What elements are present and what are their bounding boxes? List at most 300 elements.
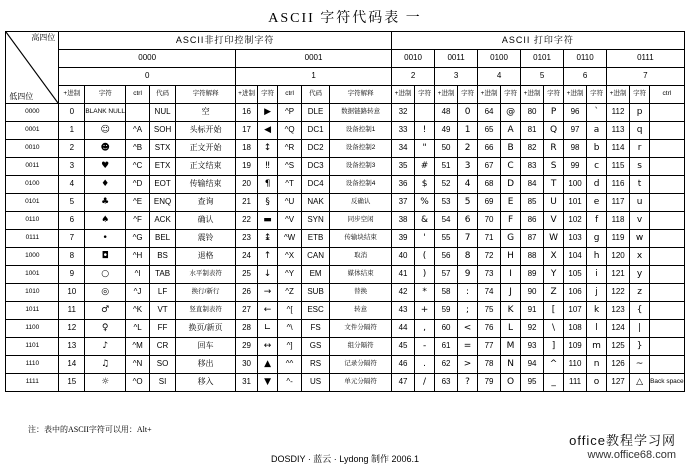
cell-code: BS — [150, 248, 176, 266]
cell-char: # — [415, 158, 435, 176]
table-row — [6, 122, 684, 140]
cell-expl: 回车 — [176, 338, 236, 356]
cell-dec: 16 — [236, 104, 258, 122]
page-title: ASCII 字符代码表 一 — [268, 11, 422, 26]
cell-dec: 95 — [521, 374, 544, 392]
cell-code: FF — [150, 320, 176, 338]
cell-dec: 23 — [236, 230, 258, 248]
cell-dec: 105 — [564, 266, 587, 284]
cell-char: q — [630, 122, 650, 140]
row-bin: 0100 — [6, 176, 59, 194]
cell-char: [ — [544, 302, 564, 320]
cell-char: d — [587, 176, 607, 194]
cell-char: 5 — [458, 194, 478, 212]
bin-header-4: 0100 — [478, 50, 521, 68]
row-bin: 0110 — [6, 212, 59, 230]
cell-ctrl: ^- — [278, 374, 302, 392]
cell-char: ↨ — [258, 230, 278, 248]
cell-char: . — [415, 356, 435, 374]
cell-ctrl: ^[ — [278, 302, 302, 320]
cell-char: V — [544, 212, 564, 230]
cell-ctrl — [650, 248, 685, 266]
table-hex-header-row — [6, 68, 684, 86]
cell-char: $ — [415, 176, 435, 194]
hex-header-0: 0 — [59, 68, 236, 86]
cell-dec: 118 — [607, 212, 630, 230]
cell-ctrl: ^\ — [278, 320, 302, 338]
table-row — [6, 320, 684, 338]
cell-dec: 80 — [521, 104, 544, 122]
col-header-chr-5: 字符 — [544, 86, 564, 104]
cell-dec: 76 — [478, 320, 501, 338]
col-header-dec-6: +进制 — [564, 86, 587, 104]
col-header-chr-2: 字符 — [415, 86, 435, 104]
cell-expl: 记录分隔符 — [330, 356, 392, 374]
cell-ctrl — [650, 266, 685, 284]
cell-char: ▼ — [258, 374, 278, 392]
cell-char: △ — [630, 374, 650, 392]
cell-dec: 2 — [59, 140, 85, 158]
cell-dec: 59 — [435, 302, 458, 320]
cell-expl: 文件分隔符 — [330, 320, 392, 338]
cell-char: 7 — [458, 230, 478, 248]
cell-char: & — [415, 212, 435, 230]
cell-char: \ — [544, 320, 564, 338]
cell-char: = — [458, 338, 478, 356]
cell-code: LF — [150, 284, 176, 302]
cell-dec: 72 — [478, 248, 501, 266]
cell-ctrl: ^A — [126, 122, 150, 140]
cell-char: BLANK NULL — [85, 104, 126, 122]
cell-char: | — [630, 320, 650, 338]
cell-char: ♪ — [85, 338, 126, 356]
cell-char: ♀ — [85, 320, 126, 338]
cell-ctrl — [650, 302, 685, 320]
cell-char: ] — [544, 338, 564, 356]
cell-expl: 设备控制2 — [330, 140, 392, 158]
cell-ctrl: ^E — [126, 194, 150, 212]
table-row — [6, 302, 684, 320]
cell-char: L — [501, 320, 521, 338]
cell-dec: 93 — [521, 338, 544, 356]
cell-char: < — [458, 320, 478, 338]
cell-char: b — [587, 140, 607, 158]
cell-expl: 替换 — [330, 284, 392, 302]
cell-char: j — [587, 284, 607, 302]
cell-dec: 63 — [435, 374, 458, 392]
col-header-dec-5: +进制 — [521, 86, 544, 104]
table-row — [6, 374, 684, 392]
cell-expl: 确认 — [176, 212, 236, 230]
cell-char: - — [415, 338, 435, 356]
cell-char: p — [630, 104, 650, 122]
cell-dec: 101 — [564, 194, 587, 212]
cell-char: ↑ — [258, 248, 278, 266]
cell-char: 8 — [458, 248, 478, 266]
cell-char: % — [415, 194, 435, 212]
cell-char: g — [587, 230, 607, 248]
cell-dec: 107 — [564, 302, 587, 320]
cell-dec: 4 — [59, 176, 85, 194]
cell-expl: 水平制表符 — [176, 266, 236, 284]
cell-dec: 52 — [435, 176, 458, 194]
cell-dec: 35 — [392, 158, 415, 176]
cell-dec: 126 — [607, 356, 630, 374]
cell-code: DC2 — [302, 140, 330, 158]
cell-ctrl — [126, 104, 150, 122]
hex-header-6: 6 — [564, 68, 607, 86]
cell-char: a — [587, 122, 607, 140]
cell-char: ♣ — [85, 194, 126, 212]
cell-expl: 移入 — [176, 374, 236, 392]
cell-expl: 移出 — [176, 356, 236, 374]
cell-ctrl — [650, 122, 685, 140]
cell-expl: 正文开始 — [176, 140, 236, 158]
hex-header-7: 7 — [607, 68, 685, 86]
cell-char: F — [501, 212, 521, 230]
cell-char: ☼ — [85, 374, 126, 392]
bin-header-6: 0110 — [564, 50, 607, 68]
cell-code: GS — [302, 338, 330, 356]
cell-ctrl: ^C — [126, 158, 150, 176]
cell-dec: 31 — [236, 374, 258, 392]
cell-dec: 50 — [435, 140, 458, 158]
cell-dec: 83 — [521, 158, 544, 176]
cell-code: EOT — [150, 176, 176, 194]
cell-char: c — [587, 158, 607, 176]
cell-code: FS — [302, 320, 330, 338]
cell-dec: 88 — [521, 248, 544, 266]
cell-dec: 41 — [392, 266, 415, 284]
cell-dec: 117 — [607, 194, 630, 212]
cell-dec: 57 — [435, 266, 458, 284]
cell-dec: 66 — [478, 140, 501, 158]
hex-header-1: 1 — [236, 68, 392, 86]
cell-char: → — [258, 284, 278, 302]
cell-dec: 64 — [478, 104, 501, 122]
cell-char: W — [544, 230, 564, 248]
cell-char: / — [415, 374, 435, 392]
cell-dec: 77 — [478, 338, 501, 356]
table-row — [6, 248, 684, 266]
cell-expl: 数据链路转意 — [330, 104, 392, 122]
cell-char: { — [630, 302, 650, 320]
cell-ctrl: ^W — [278, 230, 302, 248]
col-header-chr-1: 字符 — [258, 86, 278, 104]
cell-dec: 12 — [59, 320, 85, 338]
cell-char: ↕ — [258, 140, 278, 158]
row-bin: 1110 — [6, 356, 59, 374]
cell-expl: 同步空闲 — [330, 212, 392, 230]
footnote-text: 注：表中的ASCII字符可以用：Alt+ — [28, 425, 152, 434]
table-row — [6, 266, 684, 284]
cell-char: ! — [415, 122, 435, 140]
row-bin: 0101 — [6, 194, 59, 212]
cell-dec: 127 — [607, 374, 630, 392]
cell-char: • — [85, 230, 126, 248]
cell-dec: 104 — [564, 248, 587, 266]
cell-dec: 37 — [392, 194, 415, 212]
cell-dec: 106 — [564, 284, 587, 302]
cell-dec: 27 — [236, 302, 258, 320]
cell-dec: 18 — [236, 140, 258, 158]
cell-dec: 120 — [607, 248, 630, 266]
cell-code: DC3 — [302, 158, 330, 176]
cell-dec: 38 — [392, 212, 415, 230]
cell-char: Y — [544, 266, 564, 284]
cell-char: D — [501, 176, 521, 194]
cell-dec: 33 — [392, 122, 415, 140]
cell-dec: 79 — [478, 374, 501, 392]
col-header-dec-3: +进制 — [435, 86, 458, 104]
cell-ctrl: ^Q — [278, 122, 302, 140]
cell-char: ▶ — [258, 104, 278, 122]
brand-url[interactable]: www.office68.com — [587, 449, 676, 461]
cell-dec: 100 — [564, 176, 587, 194]
cell-char: ¶ — [258, 176, 278, 194]
cell-dec: 87 — [521, 230, 544, 248]
corner-low-label: 低四位 — [9, 91, 34, 101]
cell-char: _ — [544, 374, 564, 392]
cell-expl: 竖直制表符 — [176, 302, 236, 320]
cell-dec: 55 — [435, 230, 458, 248]
cell-char: e — [587, 194, 607, 212]
cell-char: ◎ — [85, 284, 126, 302]
cell-char: ? — [458, 374, 478, 392]
cell-char: ▲ — [258, 356, 278, 374]
cell-char: T — [544, 176, 564, 194]
cell-char: ' — [415, 230, 435, 248]
cell-dec: 112 — [607, 104, 630, 122]
cell-dec: 86 — [521, 212, 544, 230]
cell-code: ESC — [302, 302, 330, 320]
cell-ctrl: ^U — [278, 194, 302, 212]
cell-char: ◀ — [258, 122, 278, 140]
cell-expl: 反确认 — [330, 194, 392, 212]
cell-dec: 85 — [521, 194, 544, 212]
row-bin: 0011 — [6, 158, 59, 176]
cell-expl: 正文结束 — [176, 158, 236, 176]
cell-ctrl: ^K — [126, 302, 150, 320]
cell-dec: 47 — [392, 374, 415, 392]
cell-code: CAN — [302, 248, 330, 266]
cell-dec: 67 — [478, 158, 501, 176]
cell-ctrl: ^P — [278, 104, 302, 122]
cell-code: SO — [150, 356, 176, 374]
cell-dec: 69 — [478, 194, 501, 212]
col-header-ctrl-1: ctrl — [278, 86, 302, 104]
cell-char: ← — [258, 302, 278, 320]
table-row — [6, 356, 684, 374]
cell-ctrl — [650, 284, 685, 302]
cell-code: NAK — [302, 194, 330, 212]
table-row — [6, 338, 684, 356]
cell-ctrl: ^M — [126, 338, 150, 356]
cell-char: s — [630, 158, 650, 176]
cell-dec: 46 — [392, 356, 415, 374]
cell-dec: 113 — [607, 122, 630, 140]
cell-dec: 8 — [59, 248, 85, 266]
cell-char: > — [458, 356, 478, 374]
hex-header-2: 2 — [392, 68, 435, 86]
cell-ctrl: ^J — [126, 284, 150, 302]
cell-ctrl: ^N — [126, 356, 150, 374]
group-title-control: ASCII非打印控制字符 — [59, 32, 392, 50]
cell-char: w — [630, 230, 650, 248]
cell-expl: 设备控制4 — [330, 176, 392, 194]
cell-char: E — [501, 194, 521, 212]
corner-header — [6, 32, 59, 104]
cell-ctrl: ^V — [278, 212, 302, 230]
credit-line: DOSDIY · 蓝云 · Lydong 制作 2006.1 — [270, 454, 420, 464]
cell-char: J — [501, 284, 521, 302]
table-row — [6, 284, 684, 302]
col-header-chr-0: 字符 — [85, 86, 126, 104]
cell-char: } — [630, 338, 650, 356]
cell-dec: 0 — [59, 104, 85, 122]
cell-char: ↔ — [258, 338, 278, 356]
hex-header-5: 5 — [521, 68, 564, 86]
cell-char: 0 — [458, 104, 478, 122]
cell-char: ♥ — [85, 158, 126, 176]
cell-char — [415, 104, 435, 122]
cell-char: , — [415, 320, 435, 338]
cell-dec: 116 — [607, 176, 630, 194]
cell-expl: 设备控制1 — [330, 122, 392, 140]
cell-expl: 震铃 — [176, 230, 236, 248]
cell-dec: 68 — [478, 176, 501, 194]
table-group-header-row — [6, 32, 684, 50]
cell-ctrl: Back space — [650, 374, 685, 392]
cell-dec: 92 — [521, 320, 544, 338]
table-row — [6, 140, 684, 158]
cell-ctrl — [650, 158, 685, 176]
cell-dec: 26 — [236, 284, 258, 302]
cell-dec: 122 — [607, 284, 630, 302]
col-header-dec-1: +进制 — [236, 86, 258, 104]
cell-dec: 124 — [607, 320, 630, 338]
cell-code: ETB — [302, 230, 330, 248]
cell-dec: 75 — [478, 302, 501, 320]
cell-char: * — [415, 284, 435, 302]
cell-code: EM — [302, 266, 330, 284]
cell-char: n — [587, 356, 607, 374]
col-header-chr-7: 字符 — [630, 86, 650, 104]
cell-ctrl: ^X — [278, 248, 302, 266]
cell-dec: 73 — [478, 266, 501, 284]
table-column-header-row — [6, 86, 684, 104]
cell-dec: 108 — [564, 320, 587, 338]
cell-char: S — [544, 158, 564, 176]
cell-dec: 43 — [392, 302, 415, 320]
cell-dec: 13 — [59, 338, 85, 356]
cell-ctrl — [650, 104, 685, 122]
cell-char: r — [630, 140, 650, 158]
cell-dec: 102 — [564, 212, 587, 230]
cell-code: US — [302, 374, 330, 392]
cell-ctrl: ^F — [126, 212, 150, 230]
cell-char: ( — [415, 248, 435, 266]
cell-ctrl — [650, 338, 685, 356]
cell-char: z — [630, 284, 650, 302]
cell-ctrl: ^S — [278, 158, 302, 176]
brand-name: office教程学习网 — [569, 433, 676, 448]
cell-char: M — [501, 338, 521, 356]
bin-header-7: 0111 — [607, 50, 685, 68]
row-bin: 1111 — [6, 374, 59, 392]
cell-expl: 查询 — [176, 194, 236, 212]
cell-dec: 96 — [564, 104, 587, 122]
cell-dec: 21 — [236, 194, 258, 212]
row-bin: 0001 — [6, 122, 59, 140]
cell-char: ~ — [630, 356, 650, 374]
cell-ctrl: ^O — [126, 374, 150, 392]
cell-char: ‼ — [258, 158, 278, 176]
cell-char: 3 — [458, 158, 478, 176]
row-bin: 1000 — [6, 248, 59, 266]
cell-char: R — [544, 140, 564, 158]
cell-code: CR — [150, 338, 176, 356]
cell-ctrl: ^L — [126, 320, 150, 338]
cell-code: SYN — [302, 212, 330, 230]
cell-char: ◘ — [85, 248, 126, 266]
cell-char: H — [501, 248, 521, 266]
cell-dec: 94 — [521, 356, 544, 374]
cell-ctrl — [650, 212, 685, 230]
cell-expl: 换行/新行 — [176, 284, 236, 302]
corner-high-label: 高四位 — [31, 33, 56, 42]
cell-char: G — [501, 230, 521, 248]
cell-char: l — [587, 320, 607, 338]
cell-code: SUB — [302, 284, 330, 302]
col-header-ctrl-0: ctrl — [126, 86, 150, 104]
table-row — [6, 194, 684, 212]
cell-dec: 28 — [236, 320, 258, 338]
cell-char: f — [587, 212, 607, 230]
cell-code: STX — [150, 140, 176, 158]
cell-dec: 74 — [478, 284, 501, 302]
cell-char: Z — [544, 284, 564, 302]
cell-code: TAB — [150, 266, 176, 284]
cell-char: K — [501, 302, 521, 320]
cell-char: " — [415, 140, 435, 158]
col-header-ctrl-7: ctrl — [650, 86, 685, 104]
cell-dec: 17 — [236, 122, 258, 140]
cell-dec: 29 — [236, 338, 258, 356]
cell-dec: 62 — [435, 356, 458, 374]
cell-char: ♫ — [85, 356, 126, 374]
cell-code: VT — [150, 302, 176, 320]
cell-ctrl: ^Z — [278, 284, 302, 302]
hex-header-3: 3 — [435, 68, 478, 86]
cell-dec: 51 — [435, 158, 458, 176]
cell-code: SOH — [150, 122, 176, 140]
cell-dec: 125 — [607, 338, 630, 356]
cell-code: ACK — [150, 212, 176, 230]
cell-dec: 30 — [236, 356, 258, 374]
row-bin: 1101 — [6, 338, 59, 356]
cell-dec: 97 — [564, 122, 587, 140]
cell-char: B — [501, 140, 521, 158]
cell-expl: 设备控制3 — [330, 158, 392, 176]
cell-code: ENQ — [150, 194, 176, 212]
col-header-dec-2: +进制 — [392, 86, 415, 104]
group-title-print: ASCII 打印字符 — [392, 32, 685, 50]
cell-code: DC4 — [302, 176, 330, 194]
cell-expl: 传输结束 — [176, 176, 236, 194]
cell-char: y — [630, 266, 650, 284]
cell-char: A — [501, 122, 521, 140]
